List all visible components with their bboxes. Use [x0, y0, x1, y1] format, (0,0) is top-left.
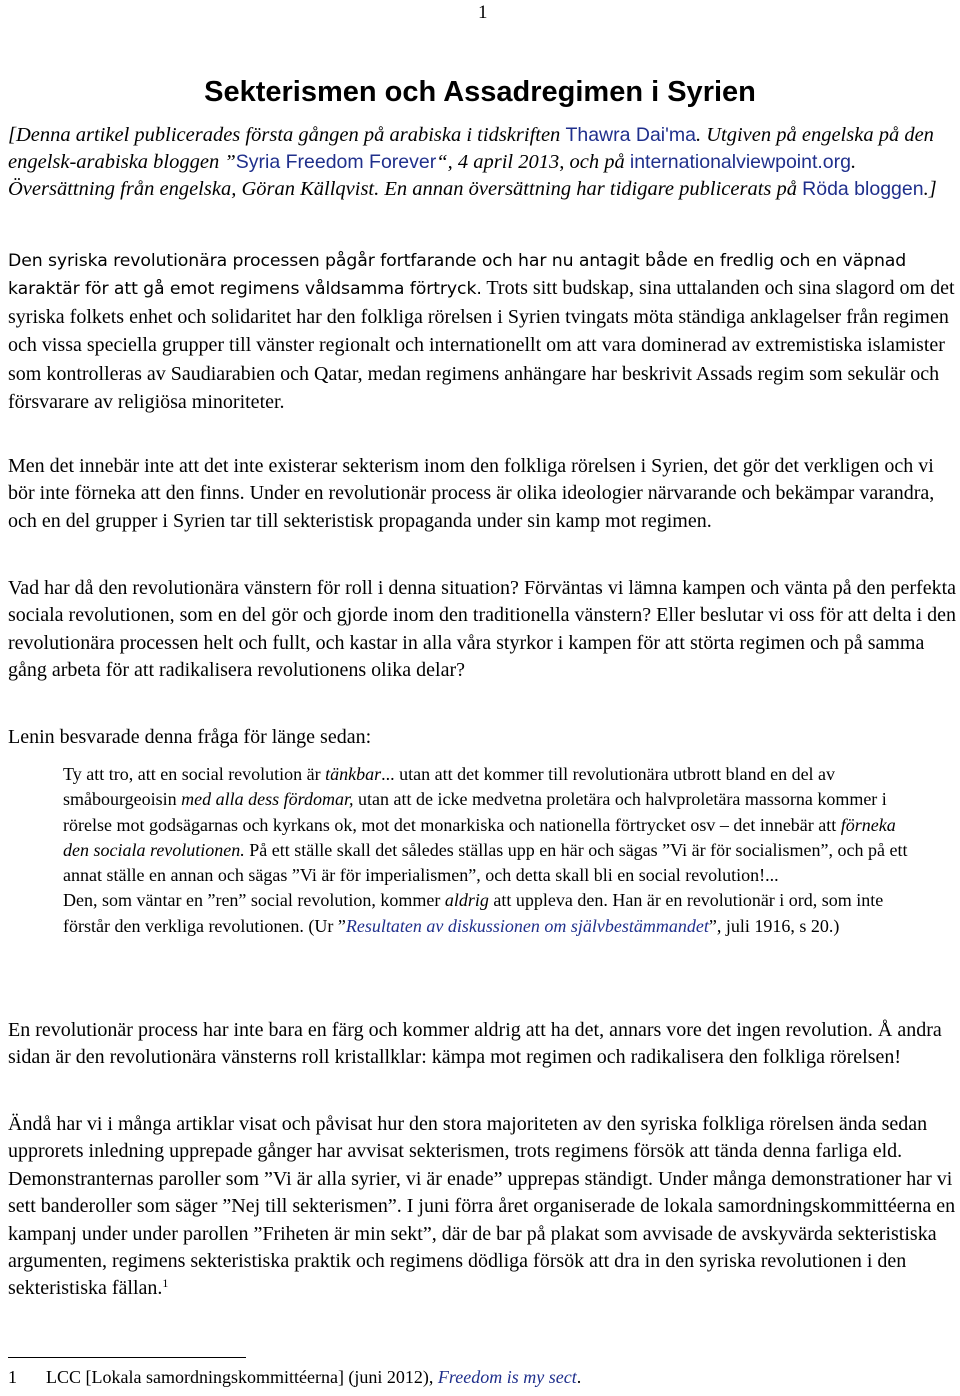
footnote-divider: [8, 1357, 246, 1358]
intro-text-5: .]: [923, 178, 937, 200]
lenin-quote: [63, 762, 923, 939]
paragraph-2: Men det innebär inte att det inte existerar sekterism inom den folkliga rörelsen i Syrien, det gör det verkligen och vi bör inte förneka att den finns. Under en revolutionär process är olika ideologier närvarande och bekämpar varandra, och en del grupper i Syrien tar till sekteristisk propaganda under sin kamp mot regimen.: [8, 455, 935, 532]
quote-text-4: På ett ställe skall det således ställas upp en här och sägas ”Vi är för socialismen”, och på ett annat ställe en annan och sägas ”Vi är för imperialismen”, och detta skall bli en social revolution!...: [63, 839, 908, 886]
paragraph-1: [8, 248, 958, 417]
paragraph-6-text: Ändå har vi i många artiklar visat och påvisat hur den stora majoriteten av den syriska folkliga rörelsen ända sedan upprorets inledning upprepade gånger har avvisat sekterismen, trots regimens försök att tända denna farliga eld. Demonstranternas paroller som ”Vi är alla syrier, vi är enade” upprepas ständigt. Under många demonstrationer har vi sett banderoller som säger ”Nej till sekterismen”. I juni förra året organiserade de lokala samordningskommittéerna en kampanj under under parollen ”Friheten är min sekt”, där de bar på plakat som avvisade de avskyvärda sekteristiska argumenten, regimens sekteristiska praktik och regimens dödliga försök att dra in den syriska revolutionen i den sekteristiska fällan.: [8, 1113, 956, 1300]
intro-text-1: [Denna artikel publicerades första gången på arabiska i tidskriften: [8, 124, 566, 146]
page-number: 1: [478, 2, 488, 23]
resultaten-link[interactable]: Resultaten av diskussionen om självbestämmandet: [345, 915, 709, 936]
quote-text-3: utan att de icke medvetna proletära och halvproletära massorna kommer i rörelse mot godsägarnas och kyrkans ok, mot det monarkiska och nationella förtrycket osv – det innebär att: [63, 789, 887, 835]
paragraph-4: Lenin besvarade denna fråga för länge sedan:: [8, 726, 372, 748]
paragraph-5: En revolutionär process har inte bara en färg och kommer aldrig att ha det, annars vore det ingen revolution. Å andra sidan är den revolutionära vänsterns roll kristallklar: kämpa mot regimen och radikalisera den folkliga rörelsen!: [8, 1019, 942, 1069]
intro-text-2: . Utgiven på engelska på den engelsk-arabiska bloggen ”: [8, 124, 934, 173]
quote-italic-1: tänkbar: [325, 764, 382, 784]
article-title: Sekterismen och Assadregimen i Syrien: [204, 76, 756, 108]
paragraph-6: [8, 1111, 958, 1303]
paragraph-3: Vad har då den revolutionära vänstern för roll i denna situation? Förväntas vi lämna kampen och vänta på den perfekta sociala revolutionen, som en del gör och gjorde inom den traditionella vänstern? Eller beslutar vi oss för att delta i den revolutionära processen helt och fullt, och kastar in alla våra styrkor i kampen för att störta regimen och på samma gång arbeta för att radikalisera revolutionens olika delar?: [8, 577, 957, 682]
footnote-text: LCC [Lokala samordningskommittéerna] (juni 2012),: [46, 1367, 438, 1387]
footnote-end: .: [576, 1367, 582, 1387]
footnote-reference[interactable]: 1: [162, 1276, 169, 1291]
syria-freedom-forever-link[interactable]: Syria Freedom Forever: [235, 151, 437, 173]
quote-text-5: Den, som väntar en ”ren” social revolution, kommer: [63, 890, 445, 911]
thawra-daima-link[interactable]: Thawra Dai'ma: [565, 124, 696, 146]
internationalviewpoint-link[interactable]: internationalviewpoint.org: [629, 151, 851, 173]
footnote: [8, 1365, 581, 1389]
quote-text-2: ... utan att det kommer till revolutionära utbrott bland en del av småbourgeoisin: [63, 764, 836, 810]
quote-text-7: ”, juli 1916, s 20.): [708, 915, 840, 936]
intro-note: [8, 122, 958, 203]
quote-italic-3: förneka den sociala revolutionen.: [63, 814, 896, 860]
quote-text-6: att uppleva den. Han är en revolutionär i ord, som inte förstår den verkliga revolutionen. (Ur ”: [63, 890, 884, 936]
quote-italic-2: med alla dess fördomar,: [181, 789, 354, 810]
intro-text-3: “, 4 april 2013, och på: [436, 151, 630, 173]
paragraph-1-lead: Den syriska revolutionära processen pågår fortfarande och har nu antagit både en fredlig och en väpnad karaktär för att gå emot regimens våldsamma förtryck.: [8, 251, 907, 300]
footnote-number: 1: [8, 1367, 17, 1387]
quote-text-1: Ty att tro, att en social revolution är: [63, 764, 326, 784]
quote-italic-5: aldrig: [444, 890, 489, 911]
intro-text-4: . Översättning från engelska, Göran Källqvist. En annan översättning har tidigare publicerats på: [8, 151, 857, 200]
paragraph-1-rest: Trots sitt budskap, sina uttalanden och sina slagord om det syriska folkets enhet och solidaritet har den folkliga rörelsen i Syrien tvingats möta ständiga anklagelser från regimen och vissa speciella grupper till vänster regionalt och internationellt om att vara dominerad av extremistiska islamister som kontrolleras av Saudiarabien och Qatar, medan regimens anhängare har beskrivit Assads regim som sekulär och försvarare av religiösa minoriteter.: [8, 277, 955, 414]
freedom-is-my-sect-link[interactable]: Freedom is my sect: [437, 1367, 577, 1387]
roda-bloggen-link[interactable]: Röda bloggen: [802, 178, 924, 200]
